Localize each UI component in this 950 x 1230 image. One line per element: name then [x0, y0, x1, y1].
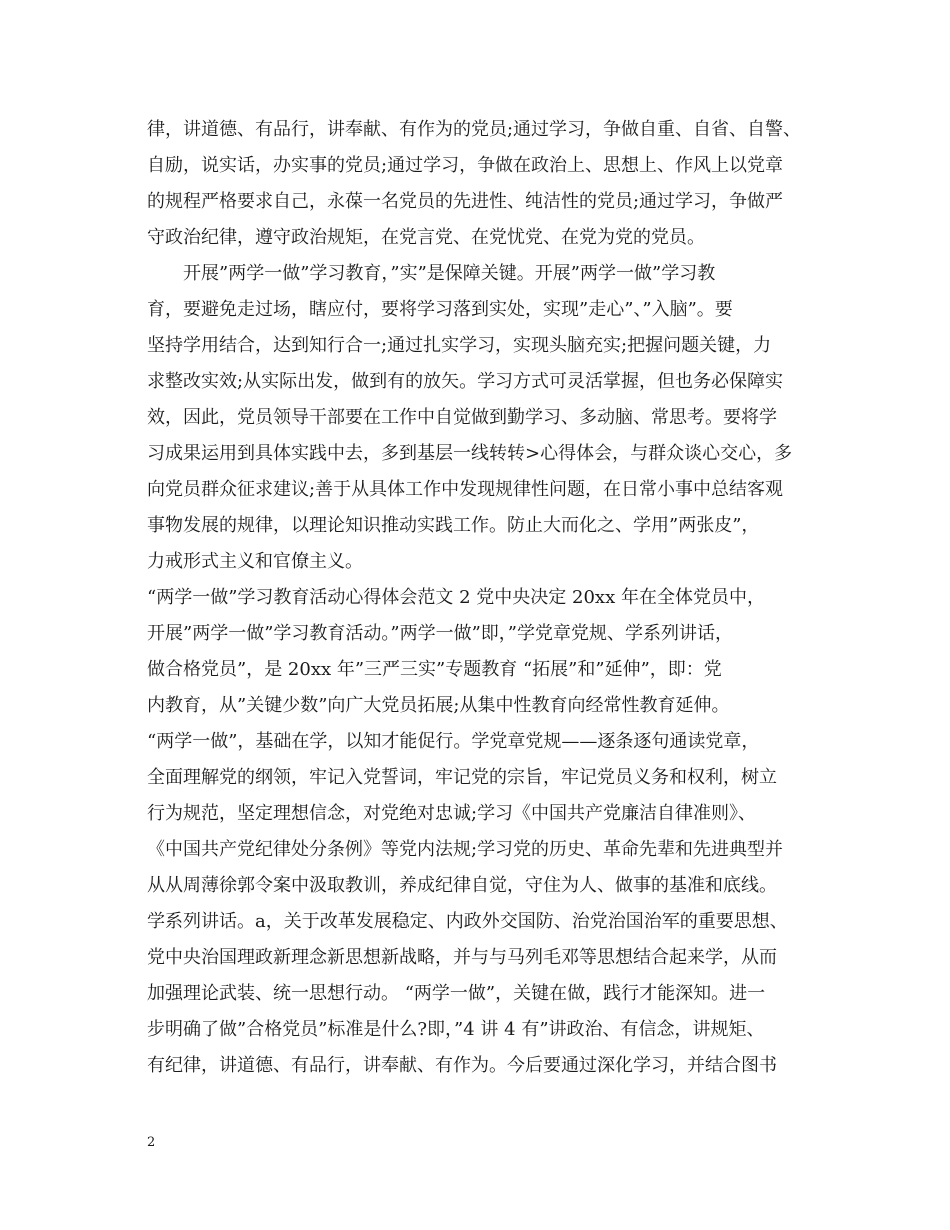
text-line: 步明确了做”合格党员”标准是什么?即，”4 讲 4 有”讲政治、有信念，讲规矩、: [147, 1019, 765, 1040]
page-number: 2: [147, 1135, 156, 1150]
text-line: 律，讲道德、有品行，讲奉献、有作为的党员;通过学习，争做自重、自省、自警、: [147, 119, 802, 140]
text-line: 全面理解党的纲领，牢记入党誓词，牢记党的宗旨，牢记党员义务和权利，树立: [147, 767, 777, 788]
text-line: 效，因此，党员领导干部要在工作中自觉做到勤学习、多动脑、常思考。要将学: [147, 407, 777, 428]
text-line: 做合格党员”，是 20xx 年”三严三实”专题教育 “拓展”和”延伸”，即：党: [147, 659, 722, 680]
text-line: 有纪律，讲道德、有品行，讲奉献、有作为。今后要通过深化学习，并结合图书: [147, 1055, 777, 1076]
text-line: “两学一做”，基础在学，以知才能促行。学党章党规——逐条逐句通读党章，: [147, 731, 760, 752]
text-line: 内教育，从”关键少数”向广大党员拓展;从集中性教育向经常性教育延伸。: [147, 695, 730, 716]
text-line: 自励，说实话，办实事的党员;通过学习，争做在政治上、思想上、作风上以党章: [147, 155, 784, 176]
text-line: 学系列讲话。a，关于改革发展稳定、内政外交国防、治党治国治军的重要思想、: [147, 911, 788, 932]
text-line: 行为规范，坚定理想信念，对党绝对忠诚;学习《中国共产党廉洁自律准则》、: [147, 803, 757, 824]
text-line: 守政治纪律，遵守政治规矩，在党言党、在党忧党、在党为党的党员。: [147, 227, 705, 248]
text-line: “两学一做”学习教育活动心得体会范文 2 党中央决定 20xx 年在全体党员中，: [147, 587, 765, 608]
text-line: 开展”两学一做”学习教育活动。”两学一做”即，”学党章党规、学系列讲话，: [147, 623, 734, 644]
text-line: 开展”两学一做”学习教育，”实”是保障关键。开展”两学一做”学习教: [183, 263, 716, 284]
text-line: 党中央治国理政新理念新思想新战略，并与与马列毛邓等思想结合起来学，从而: [147, 947, 777, 968]
text-line: 《中国共产党纪律处分条例》等党内法规;学习党的历史、革命先辈和先进典型并: [147, 839, 784, 860]
text-line: 坚持学用结合，达到知行合一;通过扎实学习，实现头脑充实;把握问题关键，力: [147, 335, 772, 356]
text-line: 加强理论武装、统一思想行动。 “两学一做”，关键在做，践行才能深知。进一: [147, 983, 766, 1004]
text-line: 的规程严格要求自己，永葆一名党员的先进性、纯洁性的党员;通过学习，争做严: [147, 191, 784, 212]
text-line: 育，要避免走过场，瞎应付，要将学习落到实处，实现”走心”、”入脑”。要: [147, 299, 733, 320]
text-line: 向党员群众征求建议;善于从具体工作中发现规律性问题，在日常小事中总结客观: [147, 479, 784, 500]
text-line: 从从周薄徐郭令案中汲取教训，养成纪律自觉，守住为人、做事的基准和底线。: [147, 875, 777, 896]
text-line: 力戒形式主义和官僚主义。: [147, 551, 363, 572]
text-line: 求整改实效;从实际出发，做到有的放矢。学习方式可灵活掌握，但也务必保障实: [147, 371, 784, 392]
text-line: 习成果运用到具体实践中去，多到基层一线转转>心得体会，与群众谈心交心，多: [147, 443, 793, 464]
text-line: 事物发展的规律，以理论知识推动实践工作。防止大而化之、学用”两张皮”，: [147, 515, 760, 536]
